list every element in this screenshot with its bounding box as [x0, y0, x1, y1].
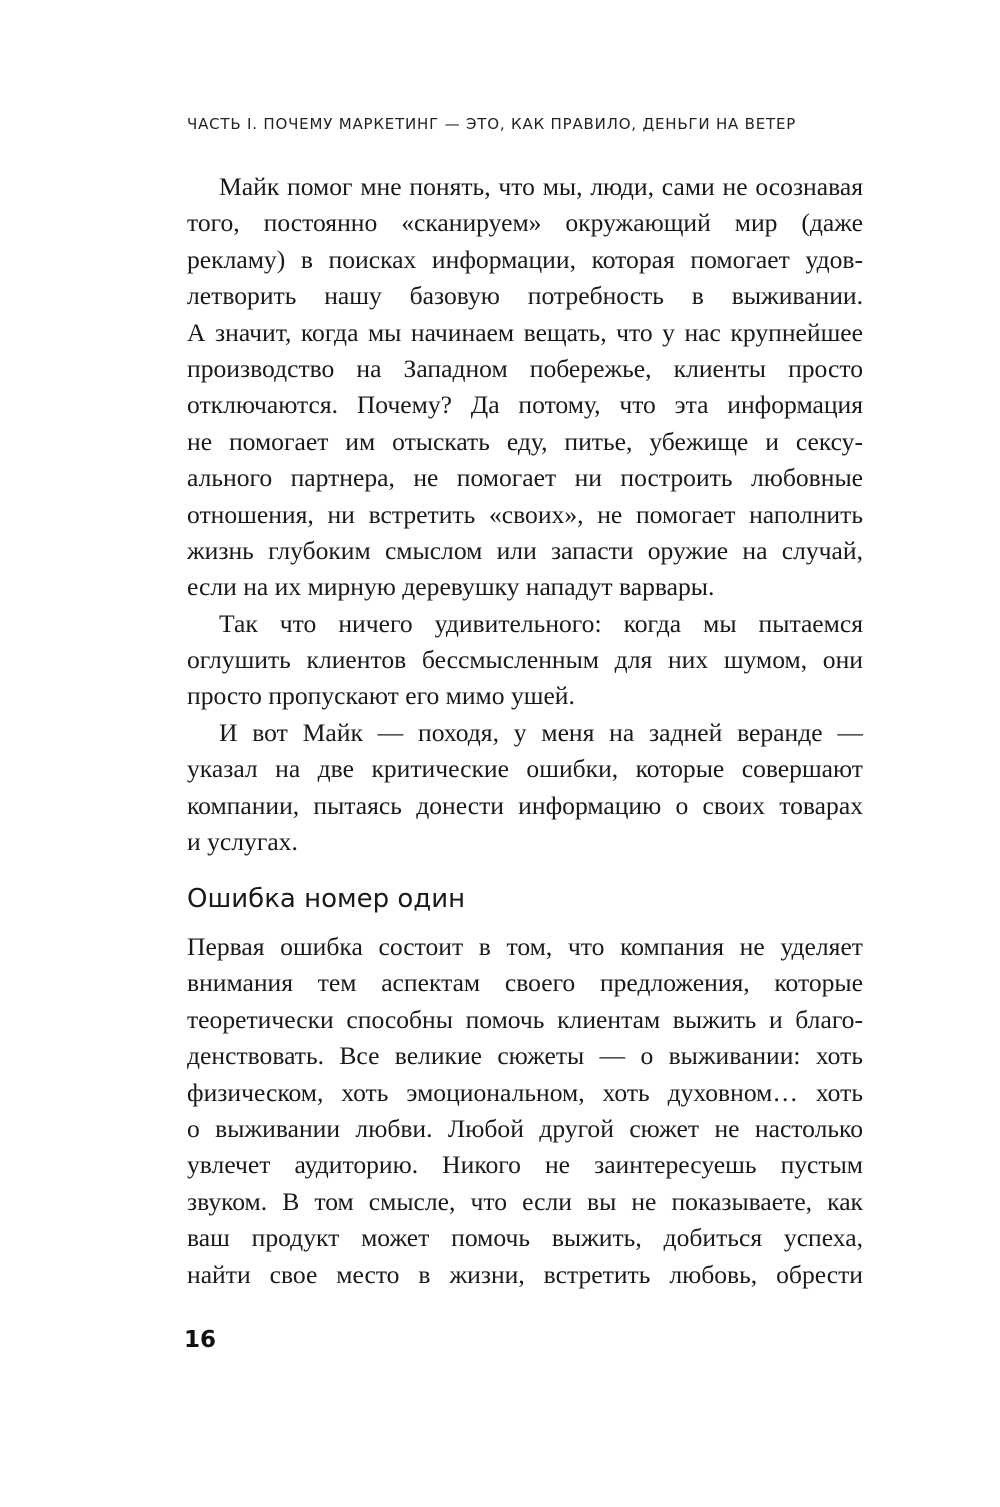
text-line: производство на Западном побережье, клиенты просто — [187, 353, 863, 383]
section-heading: Ошибка номер один — [187, 884, 466, 914]
text-line: о выживании любви. Любой другой сюжет не настолько — [187, 1113, 863, 1143]
running-head: ЧАСТЬ I. ПОЧЕМУ МАРКЕТИНГ — ЭТО, КАК ПРАВИЛО, ДЕНЬГИ НА ВЕТЕР — [187, 115, 797, 133]
section-body-text — [187, 929, 863, 1293]
text-line: увлечет аудиторию. Никого не заинтересуешь пустым — [187, 1150, 863, 1180]
text-line: рекламу) в поисках информации, которая помогает удов- — [187, 244, 863, 274]
text-line: не помогает им отыскать еду, питье, убежище и сексу- — [187, 426, 863, 456]
text-line: жизнь глубоким смыслом или запасти оружие на случай, — [187, 535, 863, 565]
text-line: компании, пытаясь донести информацию о своих товарах — [187, 790, 863, 820]
text-line: и услугах. — [187, 827, 298, 857]
body-text — [187, 169, 863, 860]
text-line: внимания тем аспектам своего предложения, которые — [187, 968, 863, 998]
text-line: А значит, когда мы начинаем вещать, что у нас крупнейшее — [187, 317, 863, 347]
text-line: ального партнера, не помогает ни построить любовные — [187, 463, 863, 493]
text-line: если на их мирную деревушку нападут варвары. — [187, 572, 715, 602]
text-line: отношения, ни встретить «своих», не помогает наполнить — [187, 499, 863, 529]
text-line: указал на две критические ошибки, которые совершают — [187, 754, 863, 784]
text-line: звуком. В том смысле, что если вы не показываете, как — [187, 1186, 863, 1216]
page-number: 16 — [184, 1327, 217, 1353]
text-line: Майк помог мне понять, что мы, люди, сами не осознавая — [219, 172, 863, 201]
text-line: И вот Майк — походя, у меня на задней веранде — — [219, 717, 863, 747]
text-line: просто пропускают его мимо ушей. — [187, 681, 575, 711]
text-line: того, постоянно «сканируем» окружающий мир (даже — [187, 208, 863, 238]
text-line: найти свое место в жизни, встретить любовь, обрести — [187, 1259, 863, 1289]
text-line: летворить нашу базовую потребность в выживании. — [187, 281, 863, 311]
text-line: Так что ничего удивительного: когда мы пытаемся — [219, 608, 863, 638]
text-line: денствовать. Все великие сюжеты — о выживании: хоть — [187, 1041, 863, 1071]
text-line: оглушить клиентов бессмысленным для них шумом, они — [187, 645, 863, 675]
text-line: физическом, хоть эмоциональном, хоть духовном… хоть — [187, 1077, 863, 1107]
text-line: Первая ошибка состоит в том, что компания не уделяет — [187, 932, 863, 961]
text-line: теоретически способны помочь клиентам выжить и благо- — [187, 1004, 863, 1034]
text-line: отключаются. Почему? Да потому, что эта информация — [187, 390, 863, 420]
text-line: ваш продукт может помочь выжить, добиться успеха, — [187, 1223, 863, 1253]
